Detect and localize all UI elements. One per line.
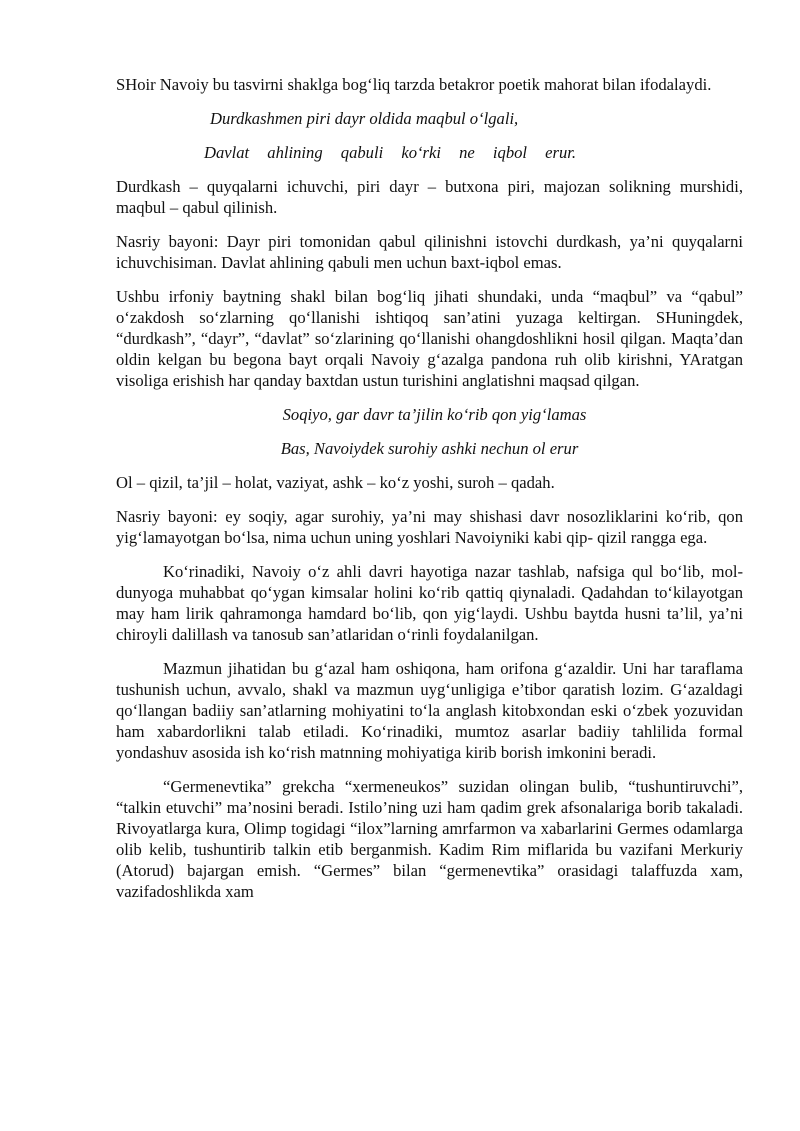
paragraph-glossary-2: Ol – qizil, ta’jil – holat, vaziyat, ashk – ko‘z yoshi, suroh – qadah. [116, 473, 555, 492]
paragraph-prose-meaning-1: Nasriy bayoni: Dayr piri tomonidan qabul qilinishni istovchi durdkash, ya’ni quyqalarni ichuvchisiman. Davlat ahlining qabuli men uchun baxt-iqbol emas. [116, 232, 743, 272]
verse-line-1: Durdkashmen piri dayr oldida maqbul o‘lgali, [210, 109, 519, 128]
paragraph-intro: SHoir Navoiy bu tasvirni shaklga bog‘liq tarzda betakror poetik mahorat bilan ifodalaydi. [116, 75, 712, 94]
paragraph-analysis-2: Ko‘rinadiki, Navoiy o‘z ahli davri hayotiga nazar tashlab, nafsiga qul bo‘lib, mol-dunyoga muhabbat qo‘ygan kimsalar holini ko‘rib qattiq qiynaladi. Qadahdan to‘kilayotgan may ham lirik qahramonga hamdard bo‘lib, qon yig‘laydi. Ushbu baytda husni ta’lil, ya’ni chiroyli dalillash va tanosub san’atlaridan o‘rinli foydalanilgan. [116, 562, 743, 644]
verse-line-2: Davlat ahlining qabuli ko‘rki ne iqbol erur. [204, 143, 577, 162]
verse-line-3: Soqiyo, gar davr ta’jilin ko‘rib qon yig‘lamas [282, 405, 587, 424]
paragraph-analysis-1: Ushbu irfoniy baytning shakl bilan bog‘liq jihati shundaki, unda “maqbul” va “qabul” o‘zakdosh so‘zlarning qo‘llanishi ishtiqoq san’atini yuzaga keltirgan. SHuningdek, “durdkash”, “dayr”, “davlat” so‘zlarining qo‘llanishi ohangdoshlikni hosil qilgan. Maqta’dan oldin kelgan bu begona bayt orqali Navoiy g‘azalga pandona ruh olib kirishni, YAratgan visoliga erishish har qanday baxtdan ustun turishini anglatishni maqsad qilgan. [116, 287, 743, 390]
paragraph-prose-meaning-2: Nasriy bayoni: ey soqiy, agar surohiy, ya’ni may shishasi davr nosozliklarini ko‘rib, qon yig‘lamayotgan bo‘lsa, nima uchun uning yoshlari Navoiyniki kabi qip- qizil rangga ega. [116, 507, 743, 547]
paragraph-analysis-3: Mazmun jihatidan bu g‘azal ham oshiqona, ham orifona g‘azaldir. Uni har taraflama tushunish uchun, avvalo, shakl va mazmun uyg‘unligiga e’tibor qaratish lozim. G‘azaldagi qo‘llangan badiiy san’atlarning mohiyatini to‘la anglash kitobxondan eski o‘zbek yozuvidan ham xabardorlikni talab etiladi. Ko‘rinadiki, mumtoz asarlar badiiy tahlilida formal yondashuv asosida ish ko‘rish matnning mohiyatiga kirib borish imkonini beradi. [116, 659, 743, 762]
paragraph-hermeneutics: “Germenevtika” grekcha “xermeneukos” suzidan olingan bulib, “tushuntiruvchi”, “talkin etuvchi” ma’nosini beradi. Istilo’ning uzi ham qadim grek afsonalariga borib takaladi. Rivoyatlarga kura, Olimp togidagi “ilox”larning amrfarmon va xabarlarini Germes odamlarga olib kelib, tushuntirib talkin etib berganmish. Kadim Rim miflarida bu vazifani Merkuriy (Atorud) bajargan emish. “Germes” bilan “germenevtika” orasidagi talaffuzda xam, vazifadoshlikda xam [116, 777, 743, 901]
paragraph-glossary-1: Durdkash – quyqalarni ichuvchi, piri dayr – butxona piri, majozan solikning murshidi, maqbul – qabul qilinish. [116, 177, 743, 217]
verse-line-4: Bas, Navoiydek surohiy ashki nechun ol erur [280, 439, 579, 458]
